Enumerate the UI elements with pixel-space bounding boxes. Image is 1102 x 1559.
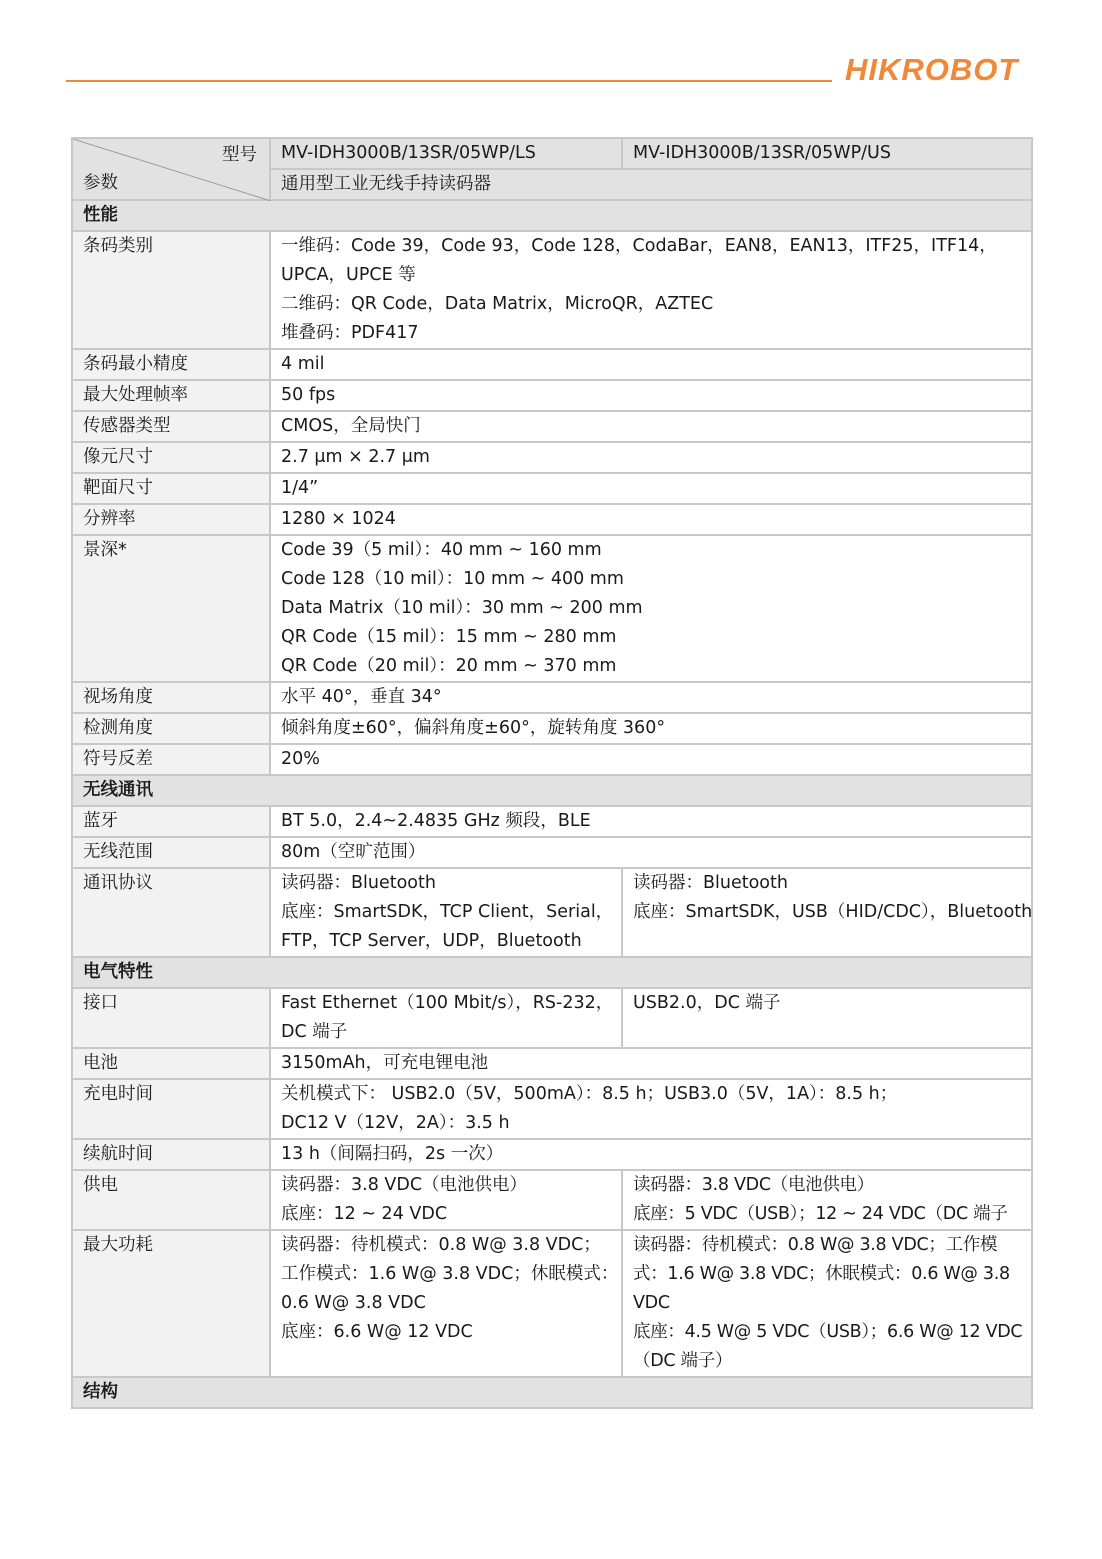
model-ls: MV-IDH3000B/13SR/05WP/LS xyxy=(270,138,622,169)
row-value-ls: 读码器：Bluetooth 底座：SmartSDK，TCP Client，Serial， FTP，TCP Server，UDP，Bluetooth xyxy=(270,868,622,957)
row-value: 80m（空旷范围） xyxy=(270,837,1032,868)
row-value: Code 39（5 mil）：40 mm ~ 160 mm Code 128（10 mil）：10 mm ~ 400 mm Data Matrix（10 mil）：30 mm ~ 200 mm QR Code（15 mil）：15 mm ~ 280 mm QR Code（20 mil）：20 mm ~ 370 mm xyxy=(270,535,1032,682)
section-performance: 性能 xyxy=(72,200,1032,231)
table-row xyxy=(72,473,1032,504)
row-label: 条码最小精度 xyxy=(72,349,270,380)
table-row xyxy=(72,837,1032,868)
row-label: 接口 xyxy=(72,988,270,1048)
table-row xyxy=(72,380,1032,411)
table-row xyxy=(72,1139,1032,1170)
row-value: 20% xyxy=(270,744,1032,775)
spec-table xyxy=(71,137,1033,1409)
table-row xyxy=(72,1048,1032,1079)
row-value-us: USB2.0，DC 端子 xyxy=(622,988,1032,1048)
corner-label-model: 型号 xyxy=(222,145,257,165)
row-value: 倾斜角度±60°，偏斜角度±60°，旋转角度 360° xyxy=(270,713,1032,744)
table-row xyxy=(72,682,1032,713)
row-label: 条码类别 xyxy=(72,231,270,349)
corner-label-param: 参数 xyxy=(83,173,118,193)
row-label: 视场角度 xyxy=(72,682,270,713)
row-label: 符号反差 xyxy=(72,744,270,775)
row-value: 水平 40°，垂直 34° xyxy=(270,682,1032,713)
row-value: 1280 × 1024 xyxy=(270,504,1032,535)
table-row xyxy=(72,1230,1032,1377)
table-row xyxy=(72,868,1032,957)
row-value-us: 读码器：3.8 VDC（电池供电） 底座：5 VDC（USB）；12 ~ 24 VDC（DC 端子 xyxy=(622,1170,1032,1230)
row-value-us: 读码器：待机模式：0.8 W@ 3.8 VDC；工作模 式：1.6 W@ 3.8 VDC；休眠模式：0.6 W@ 3.8 VDC 底座：4.5 W@ 5 VDC（USB）；6.6 W@ 12 VDC （DC 端子） xyxy=(622,1230,1032,1377)
row-value: 关机模式下： USB2.0（5V，500mA）：8.5 h；USB3.0（5V，1A）：8.5 h； DC12 V（12V，2A）：3.5 h xyxy=(270,1079,1032,1139)
row-value: 13 h（间隔扫码，2s 一次） xyxy=(270,1139,1032,1170)
row-label: 电池 xyxy=(72,1048,270,1079)
section-structure: 结构 xyxy=(72,1377,1032,1408)
row-label: 靶面尺寸 xyxy=(72,473,270,504)
table-row xyxy=(72,806,1032,837)
row-label: 像元尺寸 xyxy=(72,442,270,473)
table-row xyxy=(72,349,1032,380)
row-label: 续航时间 xyxy=(72,1139,270,1170)
row-label: 最大功耗 xyxy=(72,1230,270,1377)
row-value-ls: 读码器：3.8 VDC（电池供电） 底座：12 ~ 24 VDC xyxy=(270,1170,622,1230)
row-label: 通讯协议 xyxy=(72,868,270,957)
section-wireless: 无线通讯 xyxy=(72,775,1032,806)
row-label: 传感器类型 xyxy=(72,411,270,442)
row-label: 最大处理帧率 xyxy=(72,380,270,411)
table-row xyxy=(72,988,1032,1048)
table-row xyxy=(72,1170,1032,1230)
row-label: 充电时间 xyxy=(72,1079,270,1139)
table-corner-cell xyxy=(72,138,270,200)
row-label: 蓝牙 xyxy=(72,806,270,837)
row-value-us: 读码器：Bluetooth 底座：SmartSDK，USB（HID/CDC），Bluetooth xyxy=(622,868,1032,957)
row-label: 检测角度 xyxy=(72,713,270,744)
hikrobot-logo: HIKROBOT xyxy=(845,52,1019,87)
row-value-ls: 读码器：待机模式：0.8 W@ 3.8 VDC； 工作模式：1.6 W@ 3.8 VDC；休眠模式： 0.6 W@ 3.8 VDC 底座：6.6 W@ 12 VDC xyxy=(270,1230,622,1377)
row-value: 3150mAh，可充电锂电池 xyxy=(270,1048,1032,1079)
row-value: 4 mil xyxy=(270,349,1032,380)
table-row xyxy=(72,411,1032,442)
table-row xyxy=(72,713,1032,744)
table-row xyxy=(72,535,1032,682)
row-label: 无线范围 xyxy=(72,837,270,868)
row-value: 2.7 μm × 2.7 μm xyxy=(270,442,1032,473)
row-value: CMOS，全局快门 xyxy=(270,411,1032,442)
table-row xyxy=(72,744,1032,775)
row-value: 一维码：Code 39，Code 93，Code 128，CodaBar，EAN8，EAN13，ITF25，ITF14， UPCA，UPCE 等 二维码：QR Code，Data Matrix，MicroQR，AZTEC 堆叠码：PDF417 xyxy=(270,231,1032,349)
product-type: 通用型工业无线手持读码器 xyxy=(270,169,1032,200)
table-row xyxy=(72,1079,1032,1139)
row-label: 供电 xyxy=(72,1170,270,1230)
section-electrical: 电气特性 xyxy=(72,957,1032,988)
row-value: 50 fps xyxy=(270,380,1032,411)
table-row xyxy=(72,442,1032,473)
header-rule xyxy=(66,80,832,82)
model-us: MV-IDH3000B/13SR/05WP/US xyxy=(622,138,1032,169)
row-value: 1/4” xyxy=(270,473,1032,504)
row-value-ls: Fast Ethernet（100 Mbit/s），RS-232， DC 端子 xyxy=(270,988,622,1048)
table-row xyxy=(72,231,1032,349)
table-row xyxy=(72,504,1032,535)
row-value: BT 5.0，2.4~2.4835 GHz 频段，BLE xyxy=(270,806,1032,837)
row-label: 景深* xyxy=(72,535,270,682)
row-label: 分辨率 xyxy=(72,504,270,535)
